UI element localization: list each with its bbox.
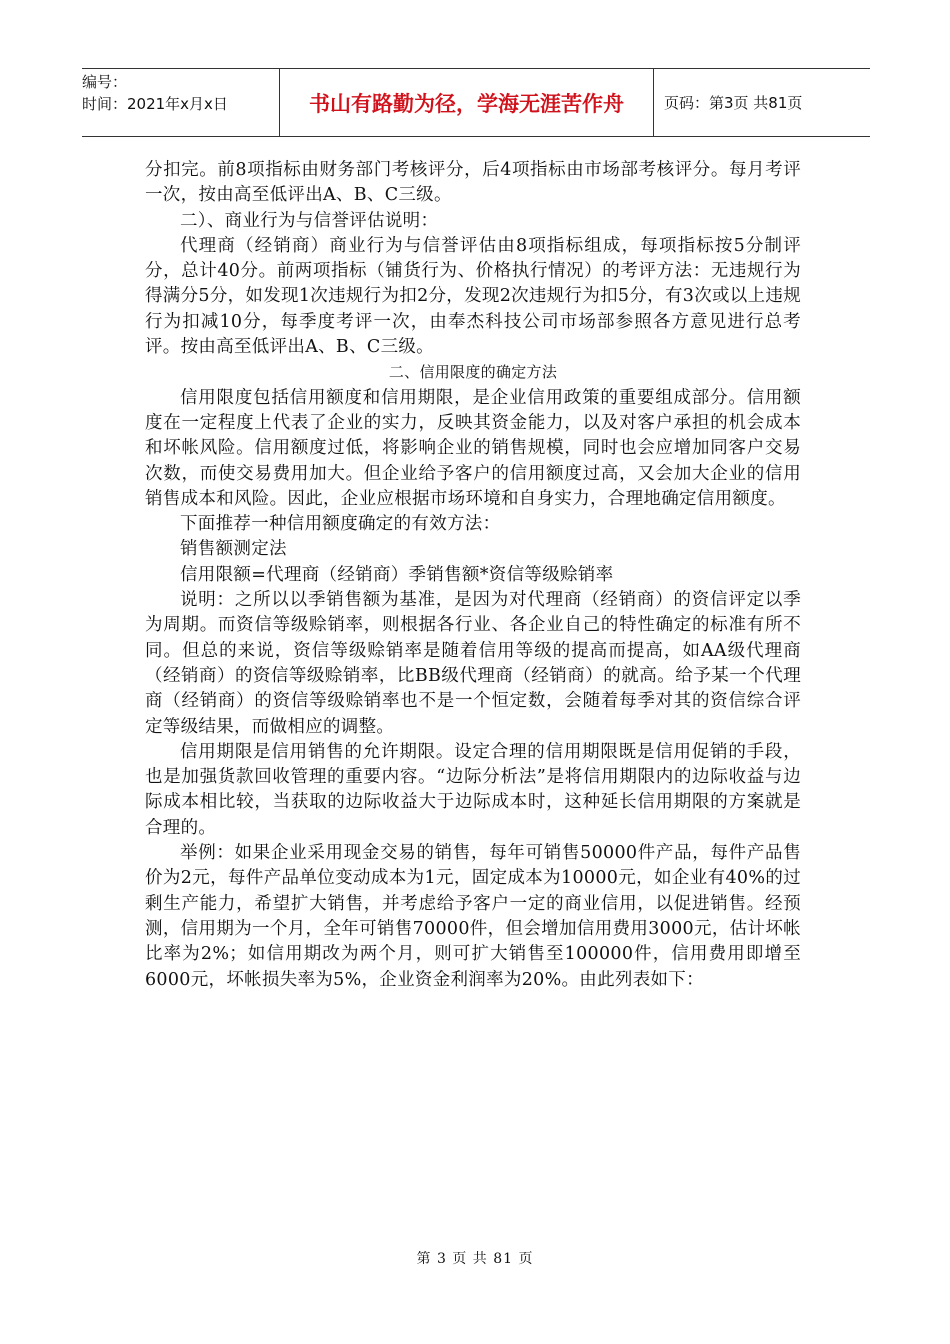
page-footer: 第 3 页 共 81 页 (416, 1251, 534, 1267)
subheading-business-behavior: 二）、商业行为与信誉评估说明： (180, 210, 439, 231)
paragraph-continuation: 分扣完。前8项指标由财务部门考核评分，后4项指标由市场部考核评分。每月考评一次，按由高至低评出A、B、C三级。 (145, 160, 801, 206)
paragraph-method-name: 销售额测定法 (180, 539, 287, 560)
page-header (82, 68, 870, 137)
header-motto: 书山有路勤为径，学海无涯苦作舟 (280, 69, 654, 136)
paragraph-explanation: 说明：之所以以季销售额为基准，是因为对代理商（经销商）的资信评定以季为周期。而资信等级赊销率，则根据各行业、各企业自己的特性确定的标准有所不同。但总的来说，资信等级赊销率是随着信用等级的提高而提高，如AA级代理商（经销商）的资信等级赊销率，比BB级代理商（经销商）的就高。给予某一个代理商（经销商）的资信等级赊销率也不是一个恒定数，会随着每季对其的资信综合评定等级结果，而做相应的调整。 (145, 590, 801, 737)
header-page-number: 页码：第3页 共81页 (664, 94, 803, 112)
header-number: 编号： (82, 73, 128, 91)
paragraph-behavior-evaluation: 代理商（经销商）商业行为与信誉评估由8项指标组成，每项指标按5分制评分，总计40分。前两项指标（铺货行为、价格执行情况）的考评方法：无违规行为得满分5分，如发现1次违规行为扣2分，发现2次违规行为扣5分，有3次或以上违规行为扣减10分，每季度考评一次，由奉杰科技公司市场部参照各方意见进行总考评。按由高至低评出A、B、C三级。 (145, 235, 802, 358)
paragraph-method-intro: 下面推荐一种信用额度确定的有效方法： (180, 514, 501, 535)
section-heading-credit-limit: 二、信用限度的确定方法 (388, 363, 558, 382)
header-meta (82, 69, 280, 136)
header-date: 时间：2021年x月x日 (82, 95, 228, 113)
paragraph-example: 举例：如果企业采用现金交易的销售，每年可销售50000件产品，每件产品售价为2元，每件产品单位变动成本为1元，固定成本为10000元，如企业有40%的过剩生产能力，希望扩大销售，并考虑给予客户一定的商业信用，以促进销售。经预测，信用期为一个月，全年可销售70000件，但会增加信用费用3000元，估计坏帐比率为2%；如信用期改为两个月，则可扩大销售至100000件，信用费用即增至6000元，坏帐损失率为5%，企业资金利润率为20%。由此列表如下： (145, 843, 801, 990)
document-body (145, 158, 801, 993)
paragraph-formula: 信用限额=代理商（经销商）季销售额*资信等级赊销率 (180, 564, 614, 585)
paragraph-credit-period: 信用期限是信用销售的允许期限。设定合理的信用期限既是信用促销的手段，也是加强货款回收管理的重要内容。“边际分析法”是将信用期限内的边际收益与边际成本相比较，当获取的边际收益大于边际成本时，这种延长信用期限的方案就是合理的。 (145, 741, 801, 838)
paragraph-credit-limit-intro: 信用限度包括信用额度和信用期限，是企业信用政策的重要组成部分。信用额度在一定程度上代表了企业的实力，反映其资金能力，以及对客户承担的机会成本和坏帐风险。信用额度过低，将影响企业的销售规模，同时也会应增加同客户交易次数，而使交易费用加大。但企业给予客户的信用额度过高，又会加大企业的信用销售成本和风险。因此，企业应根据市场环境和自身实力，合理地确定信用额度。 (145, 387, 801, 509)
